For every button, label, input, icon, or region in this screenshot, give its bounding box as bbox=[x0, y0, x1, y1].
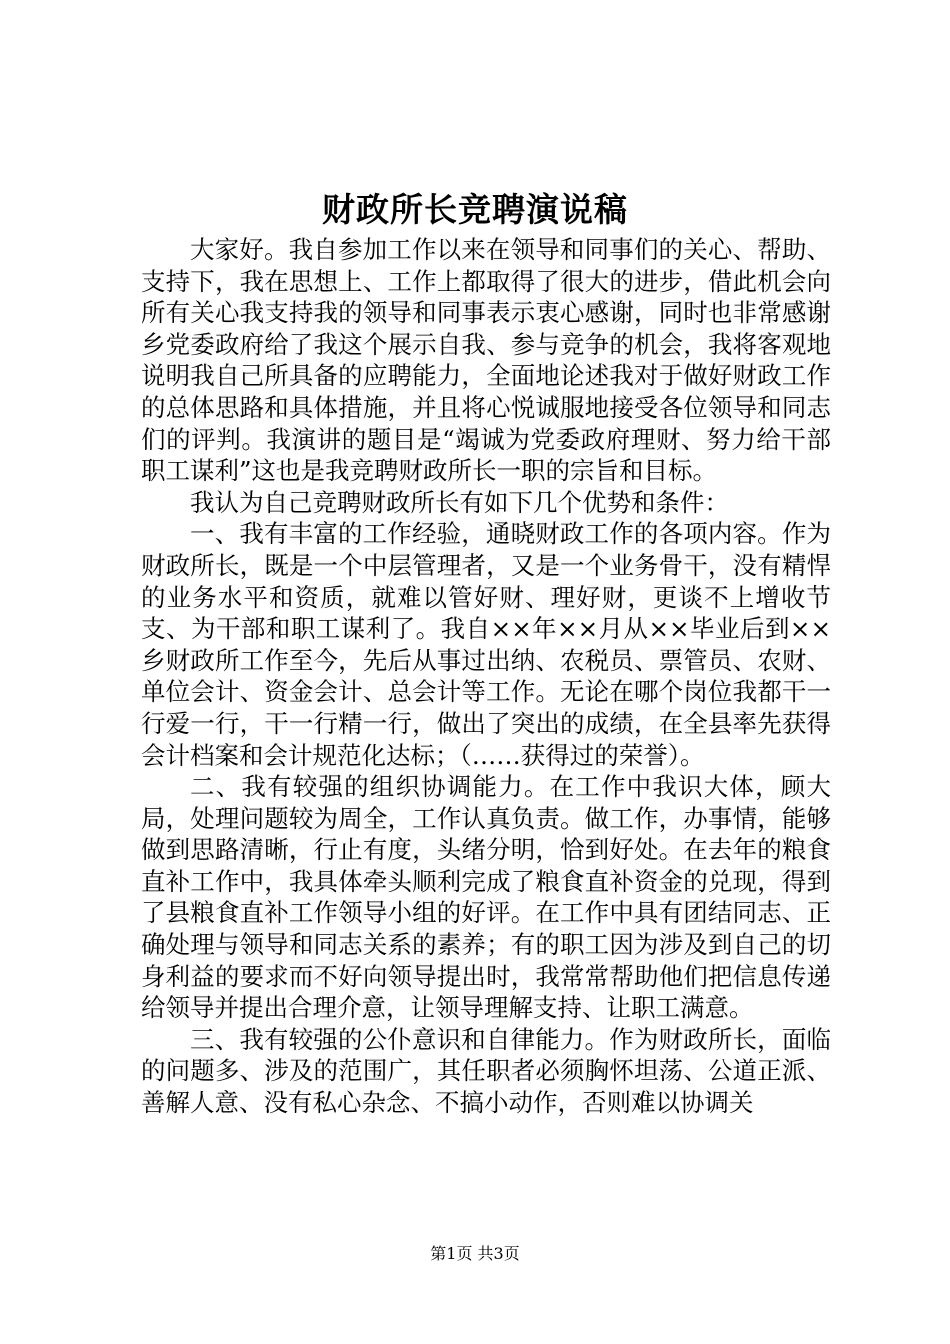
document-title: 财政所长竞聘演说稿 bbox=[322, 190, 628, 229]
paragraph-point-two: 二、我有较强的组织协调能力。在工作中我识大体，顾大局，处理问题较为周全，工作认真负责。做工作，办事情，能够做到思路清晰，行止有度，头绪分明，恰到好处。在去年的粮食直补工作中，我具体牵头顺利完成了粮食直补资金的兑现，得到了县粮食直补工作领导小组的好评。在工作中具有团结同志、正确处理与领导和同志关系的素养；有的职工因为涉及到自己的切身利益的要求而不好向领导提出时，我常常帮助他们把信息传递给领导并提出合理介意，让领导理解支持、让职工满意。 bbox=[141, 772, 831, 1023]
paragraph-intro: 我认为自己竞聘财政所长有如下几个优势和条件： bbox=[190, 487, 729, 517]
paragraph-greeting: 大家好。我自参加工作以来在领导和同事们的关心、帮助、支持下，我在思想上、工作上都取得了很大的进步，借此机会向所有关心我支持我的领导和同事表示衷心感谢，同时也非常感谢乡党委政府给了我这个展示自我、参与竞争的机会，我将客观地说明我自己所具备的应聘能力，全面地论述我对于做好财政工作的总体思路和具体措施，并且将心悦诚服地接受各位领导和同志们的评判。我演讲的题目是“竭诚为党委政府理财、努力给干部职工谋利”这也是我竞聘财政所长一职的宗旨和目标。 bbox=[141, 235, 831, 486]
paragraph-point-three: 三、我有较强的公仆意识和自律能力。作为财政所长，面临的问题多、涉及的范围广，其任职者必须胸怀坦荡、公道正派、善解人意、没有私心杂念、不搞小动作，否则难以协调关 bbox=[141, 1024, 831, 1118]
document-body bbox=[141, 234, 831, 1119]
paragraph-point-one: 一、我有丰富的工作经验，通晓财政工作的各项内容。作为财政所长，既是一个中层管理者，又是一个业务骨干，没有精悍的业务水平和资质，就难以管好财、理好财，更谈不上增收节支、为干部和职工谋利了。我自××年××月从××毕业后到××乡财政所工作至今，先后从事过出纳、农税员、票管员、农财、单位会计、资金会计、总会计等工作。无论在哪个岗位我都干一行爱一行，干一行精一行，做出了突出的成绩，在全县率先获得会计档案和会计规范化达标；（……获得过的荣誉）。 bbox=[141, 519, 831, 770]
page-footer: 第1页 共3页 bbox=[430, 1244, 520, 1263]
